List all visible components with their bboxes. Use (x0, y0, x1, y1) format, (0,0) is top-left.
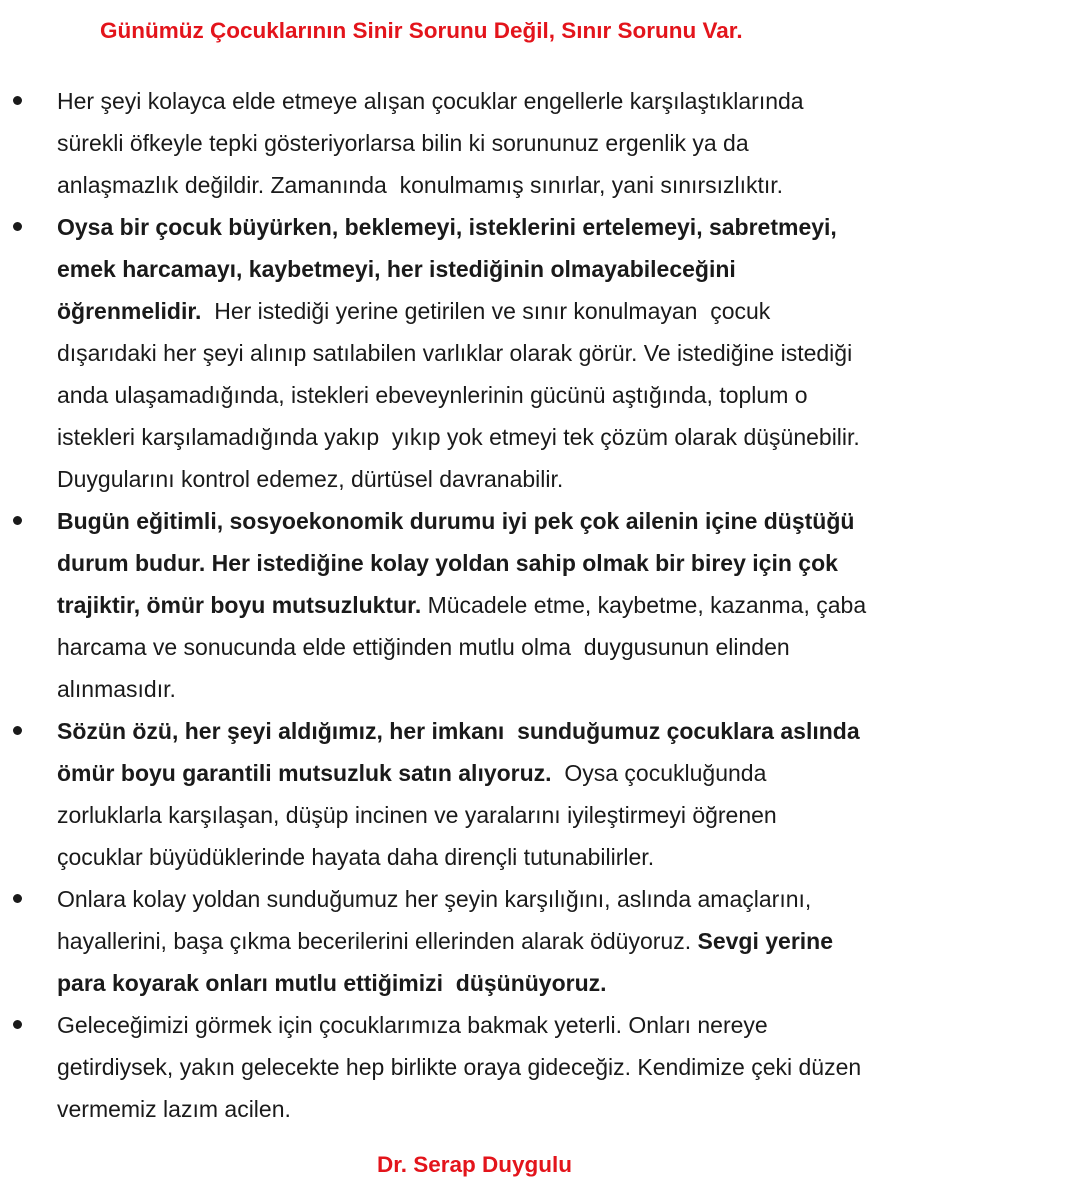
bullet-line (57, 878, 1063, 920)
bullet-line (57, 122, 1063, 164)
bullet-line (57, 794, 1063, 836)
bullet-line (57, 962, 1063, 1004)
text-segment: sürekli öfkeyle tepki gösteriyorlarsa bilin ki sorununuz ergenlik ya da (57, 130, 749, 156)
bullet-dot-icon (13, 726, 22, 735)
bullet-dot-icon (13, 894, 22, 903)
bullet-line (57, 458, 1063, 500)
text-segment: Duygularını kontrol edemez, dürtüsel davranabilir. (57, 466, 564, 492)
bullet-item (0, 878, 1085, 1004)
bold-text-segment: öğrenmelidir. (57, 298, 202, 324)
bullet-line (57, 668, 1063, 710)
bullet-dot-icon (13, 96, 22, 105)
bullet-line (57, 416, 1063, 458)
bold-text-segment: Bugün eğitimli, sosyoekonomik durumu iyi pek çok ailenin içine düştüğü (57, 508, 855, 534)
bullet-line (57, 920, 1063, 962)
bullet-item (0, 500, 1085, 710)
bullet-item (0, 1004, 1085, 1130)
bold-text-segment: para koyarak onları mutlu ettiğimizi düşünüyoruz. (57, 970, 607, 996)
bullet-line (57, 248, 1063, 290)
bullet-line (57, 542, 1063, 584)
text-segment: hayallerini, başa çıkma becerilerini ellerinden alarak ödüyoruz. (57, 928, 698, 954)
bullet-line (57, 710, 1063, 752)
bullet-line (57, 626, 1063, 668)
text-segment: çocuklar büyüdüklerinde hayata daha dirençli tutunabilirler. (57, 844, 655, 870)
text-segment: Mücadele etme, kaybetme, kazanma, çaba (421, 592, 867, 618)
bullet-dot-icon (13, 1020, 22, 1029)
text-segment: zorluklarla karşılaşan, düşüp incinen ve yaralarını iyileştirmeyi öğrenen (57, 802, 777, 828)
bold-text-segment: ömür boyu garantili mutsuzluk satın alıyoruz. (57, 760, 552, 786)
bullet-line (57, 80, 1063, 122)
text-segment: anlaşmazlık değildir. Zamanında konulmamış sınırlar, yani sınırsızlıktır. (57, 172, 784, 198)
text-segment: anda ulaşamadığında, istekleri ebeveynlerinin gücünü aştığında, toplum o (57, 382, 808, 408)
bullet-item (0, 206, 1085, 500)
bullet-item (0, 80, 1085, 206)
bullet-line (57, 1088, 1063, 1130)
bold-text-segment: durum budur. Her istediğine kolay yoldan sahip olmak bir birey için çok (57, 550, 838, 576)
text-segment: Oysa çocukluğunda (551, 760, 767, 786)
text-segment: Her şeyi kolayca elde etmeye alışan çocuklar engellerle karşılaştıklarında (57, 88, 804, 114)
bullet-line (57, 1046, 1063, 1088)
text-segment: getirdiysek, yakın gelecekte hep birlikte oraya gideceğiz. Kendimize çeki düzen (57, 1054, 862, 1080)
bullet-line (57, 206, 1063, 248)
bullet-line (57, 164, 1063, 206)
bullet-line (57, 332, 1063, 374)
bullet-line (57, 374, 1063, 416)
document-title: Günümüz Çocuklarının Sinir Sorunu Değil, Sınır Sorunu Var. (100, 18, 743, 43)
bullet-line (57, 500, 1063, 542)
bullet-dot-icon (13, 222, 22, 231)
bullet-item (0, 710, 1085, 878)
bullet-line (57, 1004, 1063, 1046)
text-segment: Onlara kolay yoldan sunduğumuz her şeyin karşılığını, aslında amaçlarını, (57, 886, 812, 912)
author-signature: Dr. Serap Duygulu (377, 1152, 573, 1177)
text-segment: istekleri karşılamadığında yakıp yıkıp yok etmeyi tek çözüm olarak düşünebilir. (57, 424, 860, 450)
text-segment: Her istediği yerine getirilen ve sınır konulmayan çocuk (201, 298, 771, 324)
text-segment: harcama ve sonucunda elde ettiğinden mutlu olma duygusunun elinden (57, 634, 790, 660)
bullet-list (0, 80, 1085, 1130)
bold-text-segment: emek harcamayı, kaybetmeyi, her istediğinin olmayabileceğini (57, 256, 736, 282)
bold-text-segment: trajiktir, ömür boyu mutsuzluktur. (57, 592, 422, 618)
bullet-dot-icon (13, 516, 22, 525)
bold-text-segment: Sevgi yerine (697, 928, 834, 954)
text-segment: Geleceğimizi görmek için çocuklarımıza bakmak yeterli. Onları nereye (57, 1012, 768, 1038)
text-segment: alınmasıdır. (57, 676, 176, 702)
bullet-line (57, 752, 1063, 794)
bullet-line (57, 836, 1063, 878)
bold-text-segment: Sözün özü, her şeyi aldığımız, her imkanı sunduğumuz çocuklara aslında (57, 718, 860, 744)
text-segment: dışarıdaki her şeyi alınıp satılabilen varlıklar olarak görür. Ve istediğine istediği (57, 340, 853, 366)
bullet-line (57, 584, 1063, 626)
bullet-line (57, 290, 1063, 332)
bold-text-segment: Oysa bir çocuk büyürken, beklemeyi, isteklerini ertelemeyi, sabretmeyi, (57, 214, 837, 240)
text-segment: vermemiz lazım acilen. (57, 1096, 291, 1122)
